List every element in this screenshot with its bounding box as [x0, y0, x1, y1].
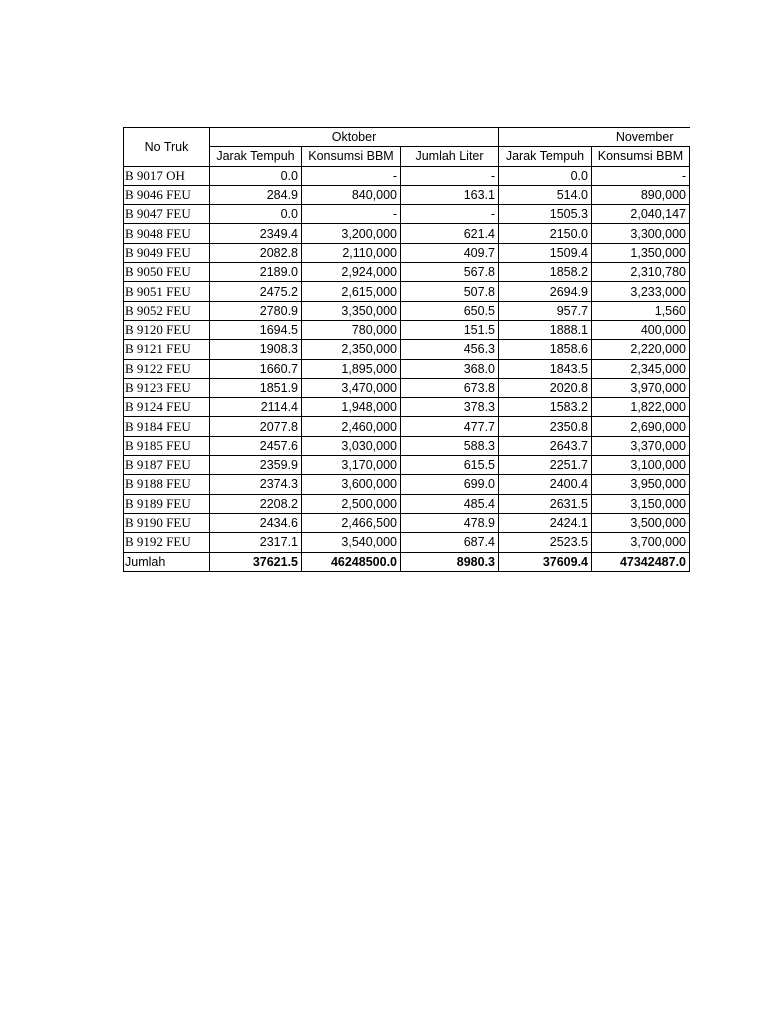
cell-okt-jarak: 2475.2 [210, 282, 302, 301]
subheader-nov-jarak: Jarak Tempuh [499, 147, 592, 166]
cell-nov-jarak: 0.0 [499, 166, 592, 185]
cell-nov-jarak: 2631.5 [499, 494, 592, 513]
cell-okt-bbm: - [302, 205, 401, 224]
cell-nov-jarak: 1858.2 [499, 263, 592, 282]
cell-okt-jarak: 2457.6 [210, 436, 302, 455]
cell-truck: B 9051 FEU [124, 282, 210, 301]
table-row [124, 205, 690, 224]
table-row [124, 301, 690, 320]
cell-okt-bbm: 3,030,000 [302, 436, 401, 455]
cell-okt-liter: 163.1 [401, 185, 499, 204]
cell-nov-jarak: 2020.8 [499, 378, 592, 397]
cell-okt-bbm: 2,500,000 [302, 494, 401, 513]
cell-nov-bbm: 2,040,147 [592, 205, 690, 224]
cell-okt-liter: 650.5 [401, 301, 499, 320]
total-okt-jarak: 37621.5 [210, 552, 302, 571]
cell-okt-liter: 615.5 [401, 456, 499, 475]
cell-truck: B 9048 FEU [124, 224, 210, 243]
cell-nov-jarak: 1583.2 [499, 398, 592, 417]
cell-nov-bbm: 3,150,000 [592, 494, 690, 513]
cell-okt-jarak: 0.0 [210, 205, 302, 224]
cell-okt-liter: 409.7 [401, 243, 499, 262]
truck-fuel-table [123, 127, 690, 572]
cell-okt-jarak: 0.0 [210, 166, 302, 185]
table-row [124, 166, 690, 185]
subheader-okt-liter: Jumlah Liter [401, 147, 499, 166]
table-row [124, 263, 690, 282]
cell-okt-liter: 687.4 [401, 533, 499, 552]
table-row [124, 320, 690, 339]
subheader-okt-bbm: Konsumsi BBM [302, 147, 401, 166]
cell-okt-bbm: 2,615,000 [302, 282, 401, 301]
cell-nov-bbm: 1,822,000 [592, 398, 690, 417]
cell-nov-jarak: 2643.7 [499, 436, 592, 455]
cell-nov-bbm: 3,500,000 [592, 513, 690, 532]
cell-nov-jarak: 2400.4 [499, 475, 592, 494]
cell-okt-liter: 673.8 [401, 378, 499, 397]
cell-okt-jarak: 2208.2 [210, 494, 302, 513]
table-row [124, 456, 690, 475]
table-row [124, 282, 690, 301]
cell-okt-bbm: 2,110,000 [302, 243, 401, 262]
cell-nov-bbm: 3,300,000 [592, 224, 690, 243]
cell-truck: B 9049 FEU [124, 243, 210, 262]
cell-okt-jarak: 2114.4 [210, 398, 302, 417]
cell-nov-jarak: 1858.6 [499, 340, 592, 359]
cell-okt-jarak: 2189.0 [210, 263, 302, 282]
cell-okt-liter: 368.0 [401, 359, 499, 378]
cell-truck: B 9120 FEU [124, 320, 210, 339]
cell-okt-jarak: 2082.8 [210, 243, 302, 262]
cell-okt-bbm: 3,540,000 [302, 533, 401, 552]
cell-nov-jarak: 2150.0 [499, 224, 592, 243]
table-row [124, 494, 690, 513]
cell-truck: B 9189 FEU [124, 494, 210, 513]
cell-nov-bbm: 1,560 [592, 301, 690, 320]
cell-okt-liter: 507.8 [401, 282, 499, 301]
total-okt-bbm: 46248500.0 [302, 552, 401, 571]
cell-truck: B 9050 FEU [124, 263, 210, 282]
cell-truck: B 9190 FEU [124, 513, 210, 532]
cell-okt-liter: 485.4 [401, 494, 499, 513]
cell-truck: B 9052 FEU [124, 301, 210, 320]
cell-okt-liter: 378.3 [401, 398, 499, 417]
month-header-row [124, 128, 690, 147]
cell-okt-jarak: 2317.1 [210, 533, 302, 552]
table-row [124, 224, 690, 243]
cell-okt-liter: - [401, 205, 499, 224]
cell-okt-jarak: 2077.8 [210, 417, 302, 436]
cell-okt-bbm: 1,948,000 [302, 398, 401, 417]
table-row [124, 513, 690, 532]
subheader-okt-jarak: Jarak Tempuh [210, 147, 302, 166]
total-okt-liter: 8980.3 [401, 552, 499, 571]
cell-nov-jarak: 1509.4 [499, 243, 592, 262]
cell-okt-liter: 478.9 [401, 513, 499, 532]
cell-nov-bbm: 3,700,000 [592, 533, 690, 552]
cell-nov-bbm: 3,950,000 [592, 475, 690, 494]
cell-truck: B 9192 FEU [124, 533, 210, 552]
cell-nov-jarak: 1843.5 [499, 359, 592, 378]
cell-nov-bbm: 3,970,000 [592, 378, 690, 397]
cell-okt-liter: 151.5 [401, 320, 499, 339]
cell-nov-jarak: 2350.8 [499, 417, 592, 436]
cell-nov-bbm: 3,370,000 [592, 436, 690, 455]
cell-nov-jarak: 2694.9 [499, 282, 592, 301]
cell-truck: B 9185 FEU [124, 436, 210, 455]
header-month-november: November [499, 128, 690, 147]
cell-okt-liter: 621.4 [401, 224, 499, 243]
cell-okt-bbm: 3,350,000 [302, 301, 401, 320]
cell-nov-bbm: 400,000 [592, 320, 690, 339]
cell-truck: B 9047 FEU [124, 205, 210, 224]
cell-okt-jarak: 1694.5 [210, 320, 302, 339]
cell-nov-jarak: 2523.5 [499, 533, 592, 552]
cell-truck: B 9046 FEU [124, 185, 210, 204]
total-nov-bbm: 47342487.0 [592, 552, 690, 571]
cell-okt-bbm: 3,470,000 [302, 378, 401, 397]
table-row [124, 243, 690, 262]
cell-nov-jarak: 1505.3 [499, 205, 592, 224]
cell-okt-jarak: 1660.7 [210, 359, 302, 378]
cell-okt-liter: 477.7 [401, 417, 499, 436]
header-month-oktober: Oktober [210, 128, 499, 147]
cell-truck: B 9188 FEU [124, 475, 210, 494]
cell-okt-bbm: 2,460,000 [302, 417, 401, 436]
cell-truck: B 9122 FEU [124, 359, 210, 378]
cell-nov-bbm: 2,220,000 [592, 340, 690, 359]
cell-nov-jarak: 957.7 [499, 301, 592, 320]
cell-okt-jarak: 1851.9 [210, 378, 302, 397]
cell-okt-liter: 588.3 [401, 436, 499, 455]
cell-truck: B 9123 FEU [124, 378, 210, 397]
cell-nov-bbm: 2,310,780 [592, 263, 690, 282]
table-row [124, 533, 690, 552]
cell-okt-bbm: 2,924,000 [302, 263, 401, 282]
subheader-nov-bbm: Konsumsi BBM [592, 147, 690, 166]
cell-okt-bbm: 840,000 [302, 185, 401, 204]
cell-okt-jarak: 2434.6 [210, 513, 302, 532]
cell-okt-jarak: 2359.9 [210, 456, 302, 475]
total-label: Jumlah [124, 552, 210, 571]
cell-nov-jarak: 514.0 [499, 185, 592, 204]
cell-truck: B 9121 FEU [124, 340, 210, 359]
table-row [124, 436, 690, 455]
table-row [124, 340, 690, 359]
cell-okt-bbm: 3,170,000 [302, 456, 401, 475]
cell-okt-liter: 699.0 [401, 475, 499, 494]
cell-okt-jarak: 2374.3 [210, 475, 302, 494]
table-row [124, 359, 690, 378]
cell-okt-jarak: 2349.4 [210, 224, 302, 243]
total-nov-jarak: 37609.4 [499, 552, 592, 571]
table-row [124, 417, 690, 436]
table-row [124, 398, 690, 417]
table-row [124, 475, 690, 494]
cell-okt-bbm: 2,350,000 [302, 340, 401, 359]
cell-okt-bbm: 3,200,000 [302, 224, 401, 243]
cell-okt-bbm: 1,895,000 [302, 359, 401, 378]
cell-okt-bbm: 780,000 [302, 320, 401, 339]
cell-nov-bbm: 3,233,000 [592, 282, 690, 301]
cell-truck: B 9187 FEU [124, 456, 210, 475]
cell-truck: B 9017 OH [124, 166, 210, 185]
cell-nov-bbm: - [592, 166, 690, 185]
cell-nov-jarak: 2251.7 [499, 456, 592, 475]
cell-nov-bbm: 1,350,000 [592, 243, 690, 262]
header-no-truk: No Truk [124, 128, 210, 167]
cell-okt-liter: 567.8 [401, 263, 499, 282]
total-row [124, 552, 690, 571]
cell-okt-jarak: 2780.9 [210, 301, 302, 320]
cell-nov-jarak: 2424.1 [499, 513, 592, 532]
cell-nov-jarak: 1888.1 [499, 320, 592, 339]
cell-nov-bbm: 2,345,000 [592, 359, 690, 378]
cell-okt-bbm: - [302, 166, 401, 185]
cell-okt-jarak: 1908.3 [210, 340, 302, 359]
cell-okt-liter: 456.3 [401, 340, 499, 359]
table-row [124, 185, 690, 204]
cell-nov-bbm: 3,100,000 [592, 456, 690, 475]
table-body [124, 166, 690, 552]
cell-nov-bbm: 890,000 [592, 185, 690, 204]
cell-truck: B 9124 FEU [124, 398, 210, 417]
cell-okt-bbm: 3,600,000 [302, 475, 401, 494]
cell-nov-bbm: 2,690,000 [592, 417, 690, 436]
cell-okt-jarak: 284.9 [210, 185, 302, 204]
table-row [124, 378, 690, 397]
cell-truck: B 9184 FEU [124, 417, 210, 436]
cell-okt-bbm: 2,466,500 [302, 513, 401, 532]
cell-okt-liter: - [401, 166, 499, 185]
